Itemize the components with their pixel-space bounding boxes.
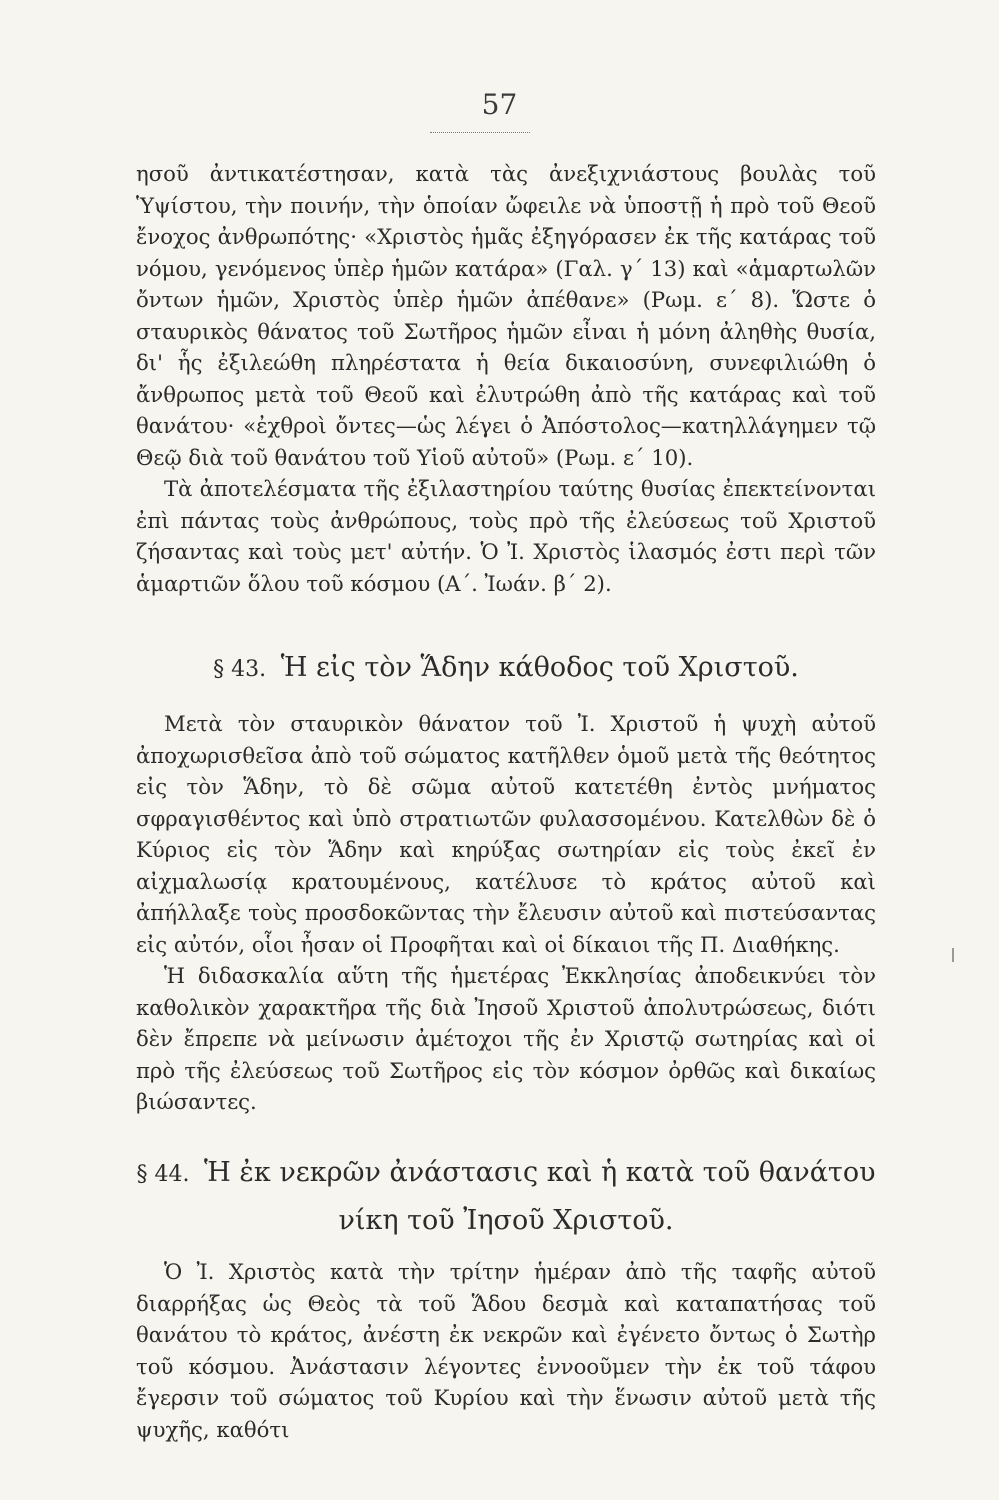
paragraph-4: Ἡ διδασκαλία αὕτη τῆς ἡμετέρας Ἐκκλησίας ἀποδεικνύει τὸν καθολικὸν χαρακτῆρα τῆς διὰ Ἰησοῦ Χριστοῦ ἀπολυτρώσεως, διότι δὲν ἔπρεπε νὰ μείνωσιν ἀμέτοχοι τῆς ἐν Χριστῷ σωτηρίας καὶ οἱ πρὸ τῆς ἐλεύσεως τοῦ Σωτῆρος εἰς τὸν κόσμον ὀρθῶς καὶ δικαίως βιώσαντες. (136, 963, 876, 1114)
section-44-symbol: § 44. (136, 1162, 190, 1187)
text-block-1 (136, 158, 876, 599)
section-44-line-1 (136, 1150, 876, 1198)
section-43-heading (136, 645, 876, 693)
page-number: 57 (481, 88, 518, 121)
section-43-symbol: § 43. (213, 657, 267, 682)
section-44-title-line-2: νίκη τοῦ Ἰησοῦ Χριστοῦ. (338, 1205, 674, 1236)
paragraph-1: ησοῦ ἀντικατέστησαν, κατὰ τὰς ἀνεξιχνιάστους βουλὰς τοῦ Ὑψίστου, τὴν ποινήν, τὴν ὁποίαν ὤφειλε νὰ ὑποστῇ ἡ πρὸ τοῦ Θεοῦ ἔνοχος ἀνθρωπότης· «Χριστὸς ἡμᾶς ἐξηγόρασεν ἐκ τῆς κατάρας τοῦ νόμου, γενόμενος ὑπὲρ ἡμῶν κατάρα» (Γαλ. γ΄ 13) καὶ «ἁμαρτωλῶν ὄντων ἡμῶν, Χριστὸς ὑπὲρ ἡμῶν ἀπέθανε» (Ρωμ. ε΄ 8). Ὥστε ὁ σταυρικὸς θάνατος τοῦ Σωτῆρος ἡμῶν εἶναι ἡ μόνη ἀληθὴς θυσία, δι' ἧς ἐξιλεώθη πληρέστατα ἡ θεία δικαιοσύνη, συνεφιλιώθη ὁ ἄνθρωπος μετὰ τοῦ Θεοῦ καὶ ἐλυτρώθη ἀπὸ τῆς κατάρας καὶ τοῦ θανάτου· «ἐχθροὶ ὄντες—ὡς λέγει ὁ Ἀπόστολος—κατηλλάγημεν τῷ Θεῷ διὰ τοῦ θανάτου τοῦ Υἱοῦ αὐτοῦ» (Ρωμ. ε΄ 10). (136, 161, 876, 470)
margin-mark (952, 948, 954, 962)
section-43-title: Ἡ εἰς τὸν Ἅδην κάθοδος τοῦ Χριστοῦ. (280, 652, 799, 683)
page-number-rule (430, 132, 530, 133)
section-44-title-line-1: Ἡ ἐκ νεκρῶν ἀνάστασις καὶ ἡ κατὰ τοῦ θανάτου (204, 1157, 876, 1188)
paragraph-3: Μετὰ τὸν σταυρικὸν θάνατον τοῦ Ἰ. Χριστοῦ ἡ ψυχὴ αὐτοῦ ἀποχωρισθεῖσα ἀπὸ τοῦ σώματος κατῆλθεν ὁμοῦ μετὰ τῆς θεότητος εἰς τὸν Ἅδην, τὸ δὲ σῶμα αὐτοῦ κατετέθη ἐντὸς μνήματος σφραγισθέντος καὶ ὑπὸ στρατιωτῶν φυλασσομένου. Κατελθὼν δὲ ὁ Κύριος εἰς τὸν Ἅδην καὶ κηρύξας σωτηρίαν εἰς τοὺς ἐκεῖ ἐν αἰχμαλωσίᾳ κρατουμένους, κατέλυσε τὸ κράτος αὐτοῦ καὶ ἀπήλλαξε τοὺς προσδοκῶντας τὴν ἔλευσιν αὐτοῦ καὶ πιστεύσαντας εἰς αὐτόν, οἷοι ἦσαν οἱ Προφῆται καὶ οἱ δίκαιοι τῆς Π. Διαθήκης. (136, 711, 876, 957)
paragraph-5: Ὁ Ἰ. Χριστὸς κατὰ τὴν τρίτην ἡμέραν ἀπὸ τῆς ταφῆς αὐτοῦ διαρρήξας ὡς Θεὸς τὰ τοῦ Ἅδου δεσμὰ καὶ καταπατήσας τοῦ θανάτου τὸ κράτος, ἀνέστη ἐκ νεκρῶν καὶ ἐγένετο ὄντως ὁ Σωτὴρ τοῦ κόσμου. Ἀνάστασιν λέγοντες ἐννοοῦμεν τὴν ἐκ τοῦ τάφου ἔγερσιν τοῦ σώματος τοῦ Κυρίου καὶ τὴν ἕνωσιν αὐτοῦ μετὰ τῆς ψυχῆς, καθότι (136, 1259, 876, 1442)
section-44-heading (136, 1150, 876, 1244)
text-block-2 (136, 708, 876, 1118)
text-block-3 (136, 1256, 876, 1445)
paragraph-2: Τὰ ἀποτελέσματα τῆς ἐξιλαστηρίου ταύτης θυσίας ἐπεκτείνονται ἐπὶ πάντας τοὺς ἀνθρώπους, τοὺς πρὸ τῆς ἐλεύσεως τοῦ Χριστοῦ ζήσαντας καὶ τοὺς μετ' αὐτήν. Ὁ Ἰ. Χριστὸς ἱλασμός ἐστι περὶ τῶν ἁμαρτιῶν ὅλου τοῦ κόσμου (Α΄. Ἰωάν. β΄ 2). (136, 476, 876, 596)
